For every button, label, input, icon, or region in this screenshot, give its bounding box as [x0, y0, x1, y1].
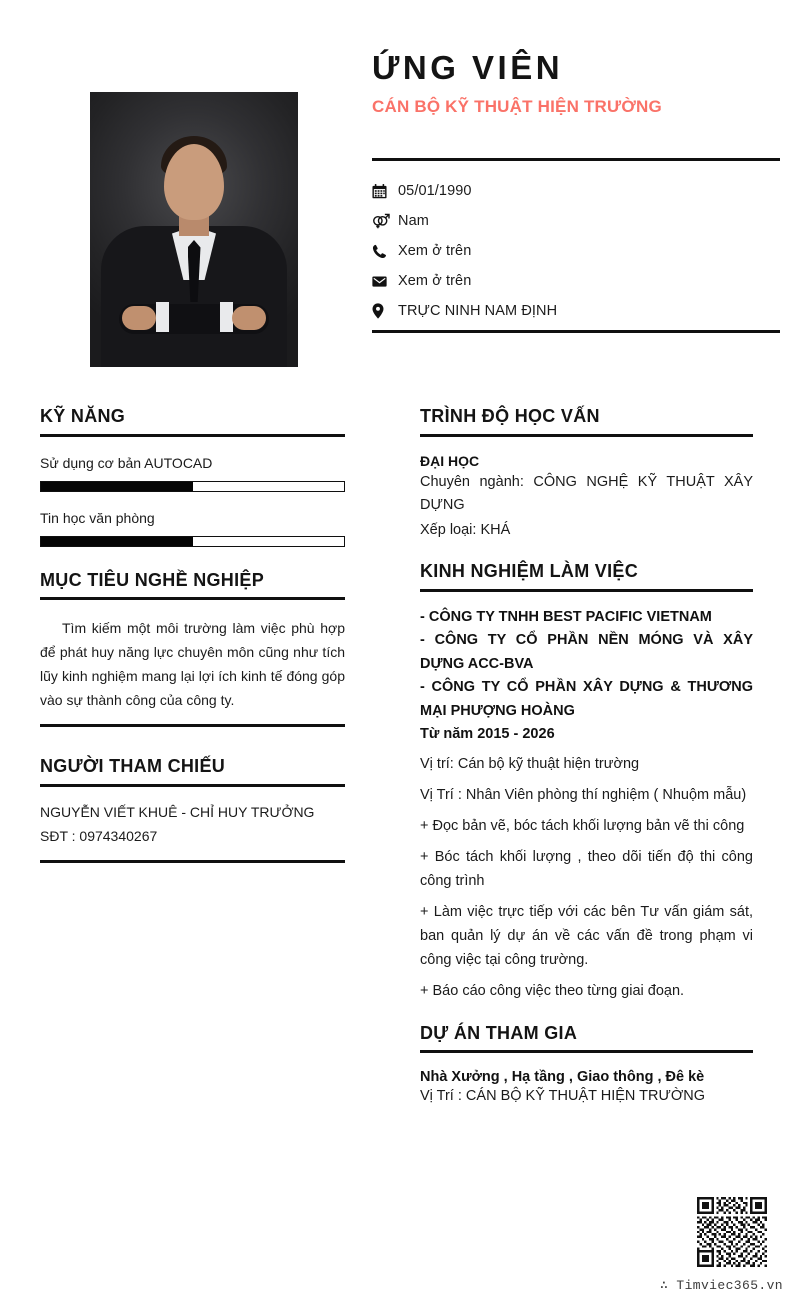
header-divider-bottom: [372, 330, 780, 333]
projects-title: DỰ ÁN THAM GIA: [420, 1022, 578, 1043]
contact-value-gender: Nam: [398, 213, 429, 229]
experience-company: - CÔNG TY CỔ PHẦN XÂY DỰNG & THƯƠNG MẠI PHƯỢNG HOÀNG: [420, 679, 753, 719]
contact-value-birthdate: 05/01/1990: [398, 183, 472, 199]
skill-bar: [40, 481, 345, 492]
reference-rule-bottom: [40, 860, 345, 863]
email-icon: [372, 274, 398, 289]
qr-code: [697, 1197, 767, 1267]
experience-section: [420, 560, 753, 1004]
photo-hand-left: [122, 306, 156, 330]
contact-item-birthdate: [372, 176, 780, 206]
skills-title: KỸ NĂNG: [40, 406, 126, 426]
skill-bar-fill: [41, 482, 193, 491]
experience-detail: + Bóc tách khối lượng , theo dõi tiến độ thi công công trình: [420, 849, 753, 890]
experience-detail: + Đọc bản vẽ, bóc tách khối lượng bản vẽ thi công: [420, 818, 745, 835]
objective-title: MỤC TIÊU NGHỀ NGHIỆP: [40, 569, 265, 590]
experience-title: KINH NGHIỆM LÀM VIỆC: [420, 561, 639, 582]
header-divider-top: [372, 158, 780, 161]
avatar: [90, 92, 298, 367]
project-position: Vị Trí : CÁN BỘ KỸ THUẬT HIỆN TRƯỜNG: [420, 1088, 706, 1105]
reference-rule: [40, 784, 345, 787]
education-title: TRÌNH ĐỘ HỌC VẤN: [420, 406, 600, 426]
reference-phone: SĐT : 0974340267: [40, 828, 158, 845]
contact-item-email: [372, 266, 780, 296]
right-column: [420, 405, 753, 1104]
contact-value-email: Xem ở trên: [398, 273, 472, 289]
experience-detail: + Báo cáo công việc theo từng giai đoạn.: [420, 982, 685, 999]
contact-item-location: [372, 296, 780, 326]
skill-label: Tin học văn phòng: [40, 509, 155, 526]
reference-title: NGƯỜI THAM CHIẾU: [40, 756, 226, 777]
experience-detail: + Làm việc trực tiếp với các bên Tư vấn giám sát, ban quản lý dự án về các vấn đề trong phạm vi công việc tại công trường.: [420, 904, 753, 968]
education-section: [420, 405, 753, 542]
candidate-name: ỨNG VIÊN: [372, 49, 564, 86]
photo-hand-right: [232, 306, 266, 330]
experience-period: Từ năm 2015 - 2026: [420, 725, 555, 742]
contact-value-phone: Xem ở trên: [398, 243, 472, 259]
site-branding: ∴ Timviec365.vn: [659, 1278, 783, 1293]
projects-rule: [420, 1050, 753, 1053]
skills-section: [40, 405, 345, 547]
objective-section: [40, 569, 345, 728]
education-degree: ĐẠI HỌC: [420, 452, 480, 469]
candidate-role: CÁN BỘ KỸ THUẬT HIỆN TRƯỜNG: [372, 97, 662, 116]
education-rule: [420, 434, 753, 437]
experience-detail: Vị trí: Cán bộ kỹ thuật hiện trường: [420, 756, 640, 773]
skill-bar: [40, 536, 345, 547]
gender-icon: [372, 213, 398, 229]
contact-value-location: TRỰC NINH NAM ĐỊNH: [398, 303, 558, 319]
left-column: [40, 405, 345, 863]
skill-label: Sử dụng cơ bản AUTOCAD: [40, 454, 213, 471]
objective-rule-bottom: [40, 724, 345, 727]
phone-icon: [372, 244, 398, 259]
contact-item-phone: [372, 236, 780, 266]
reference-section: [40, 755, 345, 863]
experience-company: - CÔNG TY TNHH BEST PACIFIC VIETNAM: [420, 608, 712, 625]
photo-cuff-left: [156, 302, 169, 332]
objective-rule: [40, 597, 345, 600]
experience-company-list: [420, 606, 753, 747]
experience-detail: Vị Trí : Nhân Viên phòng thí nghiệm ( Nhuộm mẫu): [420, 787, 747, 804]
skill-item: [40, 455, 345, 492]
projects-section: [420, 1022, 753, 1105]
objective-text: Tìm kiếm một môi trường làm việc phù hợp để phát huy năng lực chuyên môn cũng như tích lũy kinh nghiệm mang lại lợi ích kinh tế đóng góp vào sự thành công của công ty.: [40, 620, 345, 709]
skills-rule: [40, 434, 345, 437]
education-major: Chuyên ngành: CÔNG NGHỆ KỸ THUẬT XÂY DỰNG: [420, 473, 753, 513]
project-name: Nhà Xưởng , Hạ tầng , Giao thông , Đê kè: [420, 1069, 705, 1086]
skill-item: [40, 510, 345, 547]
education-grade: Xếp loại: KHÁ: [420, 521, 511, 538]
photo-face: [164, 144, 224, 220]
experience-rule: [420, 589, 753, 592]
cv-header: [0, 0, 800, 380]
location-icon: [372, 303, 398, 319]
reference-name: NGUYỄN VIẾT KHUÊ - CHỈ HUY TRƯỞNG: [40, 803, 315, 820]
contact-item-gender: [372, 206, 780, 236]
skill-bar-fill: [41, 537, 193, 546]
contact-list: [372, 176, 780, 326]
calendar-icon: [372, 184, 398, 199]
experience-company: - CÔNG TY CỔ PHẦN NỀN MÓNG VÀ XÂY DỰNG ACC-BVA: [420, 632, 753, 672]
